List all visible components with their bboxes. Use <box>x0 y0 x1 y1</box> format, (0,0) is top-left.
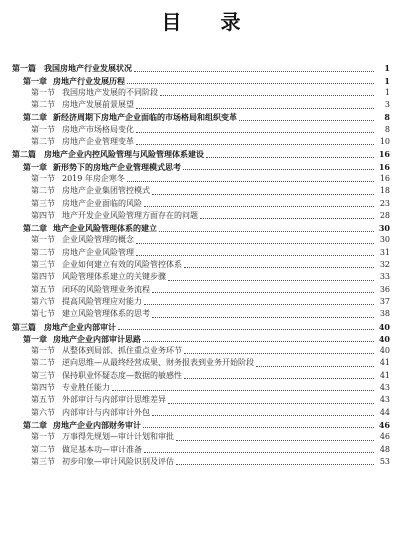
toc-leader-dots <box>136 102 374 109</box>
toc-page-number: 37 <box>379 296 390 306</box>
toc-leader-dots <box>239 114 374 121</box>
toc-leader-dots <box>112 384 374 391</box>
toc-page-number: 40 <box>378 333 390 344</box>
toc-page-number: 1 <box>384 63 390 74</box>
toc-leader-dots <box>184 261 374 268</box>
toc-entry-number: 第四节 <box>31 383 55 393</box>
toc-entry-number: 第二节 <box>31 358 55 368</box>
toc-entry-sec <box>12 123 390 135</box>
toc-entry-sec <box>12 296 390 308</box>
toc-page-number: 1 <box>384 75 390 86</box>
toc-entry-number: 第一章 <box>23 75 47 86</box>
toc-entry-title: 房地产企业风险管理 <box>62 247 134 257</box>
toc-page-number: 10 <box>379 137 390 147</box>
toc-page-number: 8 <box>384 124 390 134</box>
toc-entry-title: 2019 年房企寒冬 <box>62 173 125 183</box>
toc-entry-number: 第三节 <box>31 260 55 270</box>
toc-entry-number: 第六节 <box>31 407 55 417</box>
toc-entry-sec <box>12 136 390 148</box>
toc-entry-title: 提高风险管理应对能力 <box>62 296 142 306</box>
toc-page-number: 31 <box>379 247 390 257</box>
toc-entry-sec <box>12 173 390 185</box>
toc-page-number: 16 <box>378 149 390 160</box>
toc-leader-dots <box>143 421 374 428</box>
toc-page-number: 44 <box>379 407 390 417</box>
toc-entry-number: 第二章 <box>23 223 47 234</box>
toc-entry-number: 第二节 <box>31 186 55 196</box>
toc-page-number: 8 <box>384 112 390 123</box>
toc-entry-title: 保持职业怀疑态度—数据的敏感性 <box>62 370 182 380</box>
toc-entry-title: 逆向思维—从最终经营成果、财务报表到业务开始阶段 <box>62 358 254 368</box>
toc-entry-title: 做足基本功—审计准备 <box>62 444 142 454</box>
toc-leader-dots <box>168 397 374 404</box>
toc-entry-title: 地产开发企业风险管理方面存在的问题 <box>62 210 198 220</box>
toc-entry-chap <box>12 111 390 123</box>
toc-entry-sec <box>12 87 390 99</box>
toc-entry-title: 新形势下的房地产企业管理模式思考 <box>53 161 181 172</box>
toc-leader-dots <box>176 458 374 465</box>
toc-entry-number: 第四节 <box>31 272 55 282</box>
toc-entry-number: 第二节 <box>31 137 55 147</box>
toc-leader-dots <box>143 335 374 342</box>
toc-leader-dots <box>176 434 374 441</box>
toc-entry-sec <box>12 197 390 209</box>
toc-entry-title: 房地产企业集团管控模式 <box>62 186 150 196</box>
toc-leader-dots <box>152 188 374 195</box>
toc-entry-title: 我国房地产行业发展状况 <box>44 63 132 74</box>
toc-entry-number: 第一节 <box>31 124 55 134</box>
toc-entry-number: 第一篇 <box>12 63 36 74</box>
toc-entry-number: 第五节 <box>31 284 55 294</box>
toc-entry-number: 第二篇 <box>12 149 36 160</box>
toc-page-number: 48 <box>379 444 390 454</box>
toc-leader-dots <box>184 347 374 354</box>
toc-entry-sec <box>12 246 390 258</box>
toc-entry-title: 万事得先规划—审计计划和审批 <box>62 432 174 442</box>
toc-entry-number: 第三篇 <box>12 321 36 332</box>
toc-entry-sec <box>12 431 390 443</box>
toc-entry-title: 房地产市场格局变化 <box>62 124 134 134</box>
toc-page-number: 40 <box>378 321 390 332</box>
toc-leader-dots <box>184 372 374 379</box>
toc-entry-part <box>12 320 390 332</box>
toc-entry-sec <box>12 210 390 222</box>
toc-entry-title: 我国房地产发展的不同阶段 <box>62 87 158 97</box>
toc-entry-number: 第七节 <box>31 309 55 319</box>
toc-entry-sec <box>12 308 390 320</box>
toc-entry-number: 第三节 <box>31 370 55 380</box>
toc-page-number: 1 <box>384 87 390 97</box>
toc-page-number: 18 <box>379 186 390 196</box>
toc-entry-chap <box>12 222 390 234</box>
toc-page-number: 46 <box>379 432 390 442</box>
toc-entry-number: 第三节 <box>31 456 55 466</box>
toc-entry-chap <box>12 74 390 86</box>
toc-entry-sec <box>12 394 390 406</box>
toc-page-number: 30 <box>379 235 390 245</box>
toc-page-number: 41 <box>379 370 390 380</box>
toc-entry-number: 第一节 <box>31 87 55 97</box>
toc-leader-dots <box>136 138 374 145</box>
toc-entry-title: 房地产企业内部财务审计 <box>53 419 141 430</box>
toc-page-number: 41 <box>379 358 390 368</box>
toc-entry-title: 房地产行业发展历程 <box>53 75 125 86</box>
toc-list <box>12 62 390 468</box>
toc-entry-number: 第二节 <box>31 247 55 257</box>
toc-entry-title: 房地产发展前景展望 <box>62 100 134 110</box>
toc-entry-number: 第一节 <box>31 432 55 442</box>
toc-entry-title: 风险管理体系建立的关键步骤 <box>62 272 166 282</box>
toc-page-number: 3 <box>384 100 390 110</box>
toc-leader-dots <box>152 286 374 293</box>
toc-leader-dots <box>256 360 374 367</box>
toc-entry-title: 内部审计与内部审计外包 <box>62 407 150 417</box>
toc-leader-dots <box>136 249 374 256</box>
toc-entry-sec <box>12 99 390 111</box>
toc-leader-dots <box>152 311 374 318</box>
toc-entry-chap <box>12 333 390 345</box>
toc-entry-number: 第四节 <box>31 210 55 220</box>
toc-entry-chap <box>12 160 390 172</box>
toc-entry-sec <box>12 271 390 283</box>
toc-entry-sec <box>12 369 390 381</box>
toc-leader-dots <box>160 89 374 96</box>
toc-page-number: 23 <box>379 198 390 208</box>
toc-entry-number: 第三节 <box>31 198 55 208</box>
toc-leader-dots <box>136 237 374 244</box>
toc-entry-title: 专业胜任能力 <box>62 383 110 393</box>
toc-page-number: 40 <box>379 346 390 356</box>
toc-entry-title: 企业如何建立有效的风险管控体系 <box>62 260 182 270</box>
toc-page-number: 38 <box>379 309 390 319</box>
toc-entry-number: 第二章 <box>23 112 47 123</box>
toc-entry-sec <box>12 357 390 369</box>
toc-entry-title: 外部审计与内部审计思维差异 <box>62 395 166 405</box>
toc-entry-part <box>12 148 390 160</box>
toc-leader-dots <box>200 212 374 219</box>
toc-entry-title: 建立风险管理体系的思考 <box>62 309 150 319</box>
toc-page-number: 46 <box>378 419 390 430</box>
toc-leader-dots <box>118 323 374 330</box>
toc-leader-dots <box>152 409 374 416</box>
toc-leader-dots <box>144 200 374 207</box>
toc-entry-title: 企业风险管理的概念 <box>62 235 134 245</box>
toc-entry-sec <box>12 185 390 197</box>
toc-leader-dots <box>127 77 374 84</box>
toc-entry-title: 闭环的风险管理业务流程 <box>62 284 150 294</box>
toc-entry-sec <box>12 443 390 455</box>
toc-entry-number: 第一章 <box>23 333 47 344</box>
toc-page-number: 32 <box>379 260 390 270</box>
toc-leader-dots <box>206 151 374 158</box>
toc-entry-sec <box>12 345 390 357</box>
toc-leader-dots <box>159 225 374 232</box>
toc-page-number: 16 <box>378 161 390 172</box>
toc-title: 目 录 <box>161 10 257 34</box>
toc-entry-title: 从整体到局部、抓住重点业务环节 <box>62 346 182 356</box>
toc-leader-dots <box>183 163 374 170</box>
toc-entry-number: 第二章 <box>23 419 47 430</box>
toc-entry-sec <box>12 283 390 295</box>
toc-entry-title: 房地产企业内控风险管理与风险管理体系建设 <box>44 149 204 160</box>
toc-entry-sec <box>12 259 390 271</box>
toc-entry-number: 第一节 <box>31 235 55 245</box>
toc-page-number: 36 <box>379 284 390 294</box>
toc-page-number: 33 <box>379 272 390 282</box>
toc-entry-title: 新经济周期下房地产企业面临的市场格局和组织变革 <box>53 112 237 123</box>
toc-entry-sec <box>12 382 390 394</box>
toc-entry-chap <box>12 419 390 431</box>
toc-leader-dots <box>136 126 374 133</box>
toc-entry-title: 房地产企业管理变革 <box>62 137 134 147</box>
toc-leader-dots <box>168 274 374 281</box>
toc-entry-number: 第五节 <box>31 395 55 405</box>
toc-page-number: 53 <box>379 456 390 466</box>
toc-entry-sec <box>12 406 390 418</box>
toc-entry-part <box>12 62 390 74</box>
toc-entry-number: 第一节 <box>31 173 55 183</box>
toc-entry-title: 房地产企业内部审计思路 <box>53 333 141 344</box>
toc-entry-number: 第一章 <box>23 161 47 172</box>
toc-page-number: 16 <box>379 173 390 183</box>
toc-entry-number: 第六节 <box>31 296 55 306</box>
toc-entry-title: 地产企业风险管理体系的建立 <box>53 223 157 234</box>
toc-page-number: 43 <box>379 395 390 405</box>
toc-entry-number: 第一节 <box>31 346 55 356</box>
toc-entry-sec <box>12 234 390 246</box>
toc-entry-title: 房地产企业内部审计 <box>44 321 116 332</box>
toc-page-number: 43 <box>379 383 390 393</box>
toc-page-number: 28 <box>379 210 390 220</box>
toc-leader-dots <box>144 446 374 453</box>
toc-entry-number: 第二节 <box>31 444 55 454</box>
toc-leader-dots <box>134 65 374 72</box>
toc-entry-number: 第二节 <box>31 100 55 110</box>
toc-leader-dots <box>144 298 374 305</box>
toc-entry-title: 房地产企业面临的风险 <box>62 198 142 208</box>
toc-page-number: 30 <box>378 223 390 234</box>
toc-leader-dots <box>127 175 374 182</box>
toc-entry-sec <box>12 456 390 468</box>
toc-entry-title: 初步印象—审计风险识别及评估 <box>62 456 174 466</box>
